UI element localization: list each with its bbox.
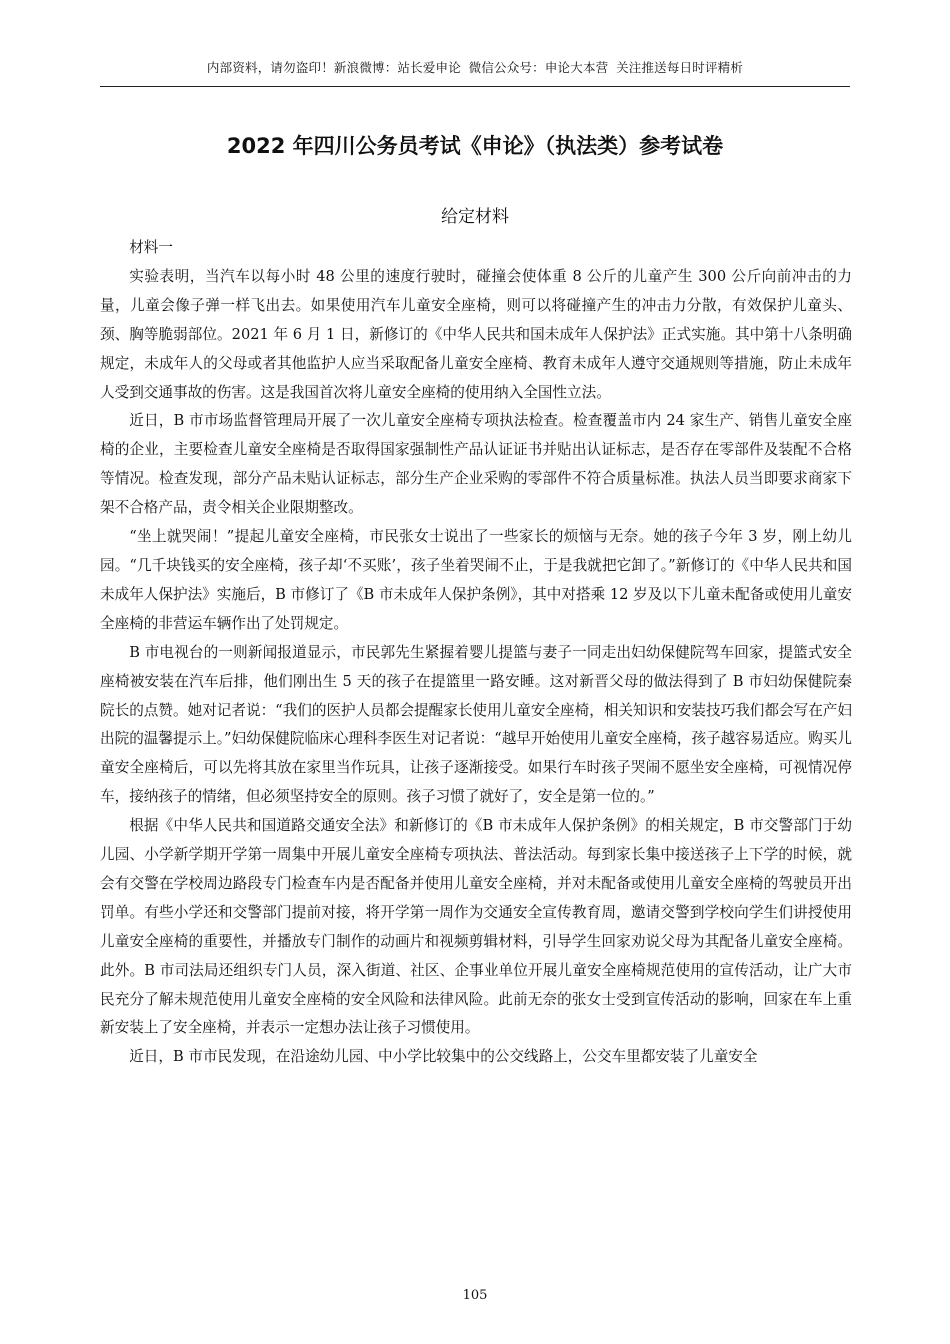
page-number: 105 (462, 1288, 488, 1303)
header-divider (100, 86, 850, 87)
page-header: 内部资料，请勿盗印！新浪微博：站长爱申论 微信公众号：申论大本营 关注推送每日时评精析 (206, 60, 744, 75)
material-label: 材料一 (129, 239, 173, 256)
paragraph: 根据《中华人民共和国道路交通安全法》和新修订的《B 市未成年人保护条例》的相关规定，B 市交警部门于幼儿园、小学新学期开学第一周集中开展儿童安全座椅专项执法、普法活动。每到家长集中接送孩子上下学的时候，就会有交警在学校周边路段专门检查车内是否配备并使用儿童安全座椅，并对未配备或使用儿童安全座椅的驾驶员开出罚单。有些小学还和交警部门提前对接，将开学第一周作为交通安全宣传教育周，邀请交警到学校向学生们讲授使用儿童安全座椅的重要性，并播放专门制作的动画片和视频剪辑材料，引导学生回家劝说父母为其配备儿童安全座椅。此外。B 市司法局还组织专门人员，深入街道、社区、企事业单位开展儿童安全座椅规范使用的宣传活动，让广大市民充分了解未规范使用儿童安全座椅的安全风险和法律风险。此前无奈的张女士受到宣传活动的影响，回家在车上重新安装上了安全座椅，并表示一定想办法让孩子习惯使用。 (100, 817, 852, 1037)
document-body (100, 234, 852, 1072)
paragraph: 近日，B 市市民发现，在沿途幼儿园、中小学比较集中的公交线路上，公交车里都安装了儿童安全 (129, 1048, 758, 1066)
section-title: 给定材料 (441, 207, 509, 227)
paragraph: B 市电视台的一则新闻报道显示，市民郭先生紧握着婴儿提篮与妻子一同走出妇幼保健院驾车回家，提篮式安全座椅被安装在汽车后排，他们刚出生 5 天的孩子在提篮里一路安睡。这对新晋父母的做法得到了 B 市妇幼保健院秦院长的点赞。她对记者说：“我们的医护人员都会提醒家长使用儿童安全座椅，相关知识和安装技巧我们都会写在产妇出院的温馨提示上。”妇幼保健院临床心理科李医生对记者说：“越早开始使用儿童安全座椅，孩子越容易适应。购买儿童安全座椅后，可以先将其放在家里当作玩具，让孩子逐渐接受。如果行车时孩子哭闹不愿坐安全座椅，可视情况停车，接纳孩子的情绪，但必须坚持安全的原则。孩子习惯了就好了，安全是第一位的。” (100, 643, 852, 806)
paragraph: “坐上就哭闹！”提起儿童安全座椅，市民张女士说出了一些家长的烦恼与无奈。她的孩子今年 3 岁，刚上幼儿园。“几千块钱买的安全座椅，孩子却‘不买账’，孩子坐着哭闹不止，于是我就把它卸了。”新修订的《中华人民共和国未成年人保护法》实施后，B 市修订了《B 市未成年人保护条例》，其中对搭乘 12 岁及以下儿童未配备或使用儿童安全座椅的非营运车辆作出了处罚规定。 (100, 528, 852, 632)
document-title: 2022 年四川公务员考试《申论》（执法类）参考试卷 (226, 134, 724, 158)
paragraph: 近日，B 市市场监督管理局开展了一次儿童安全座椅专项执法检查。检查覆盖市内 24 家生产、销售儿童安全座椅的企业，主要检查儿童安全座椅是否取得国家强制性产品认证证书并贴出认证标志，是否存在零部件及装配不合格等情况。检查发现，部分产品未贴认证标志，部分生产企业采购的零部件不符合质量标准。执法人员当即要求商家下架不合格产品，责令相关企业限期整改。 (100, 412, 852, 517)
paragraph: 实验表明，当汽车以每小时 48 公里的速度行驶时，碰撞会使体重 8 公斤的儿童产生 300 公斤向前冲击的力量，儿童会像子弹一样飞出去。如果使用汽车儿童安全座椅，则可以将碰撞产生的冲击力分散，有效保护儿童头、颈、胸等脆弱部位。2021 年 6 月 1 日，新修订的《中华人民共和国未成年人保护法》正式实施。其中第十八条明确规定，未成年人的父母或者其他监护人应当采取配备儿童安全座椅、教育未成年人遵守交通规则等措施，防止未成年人受到交通事故的伤害。这是我国首次将儿童安全座椅的使用纳入全国性立法。 (100, 267, 852, 401)
